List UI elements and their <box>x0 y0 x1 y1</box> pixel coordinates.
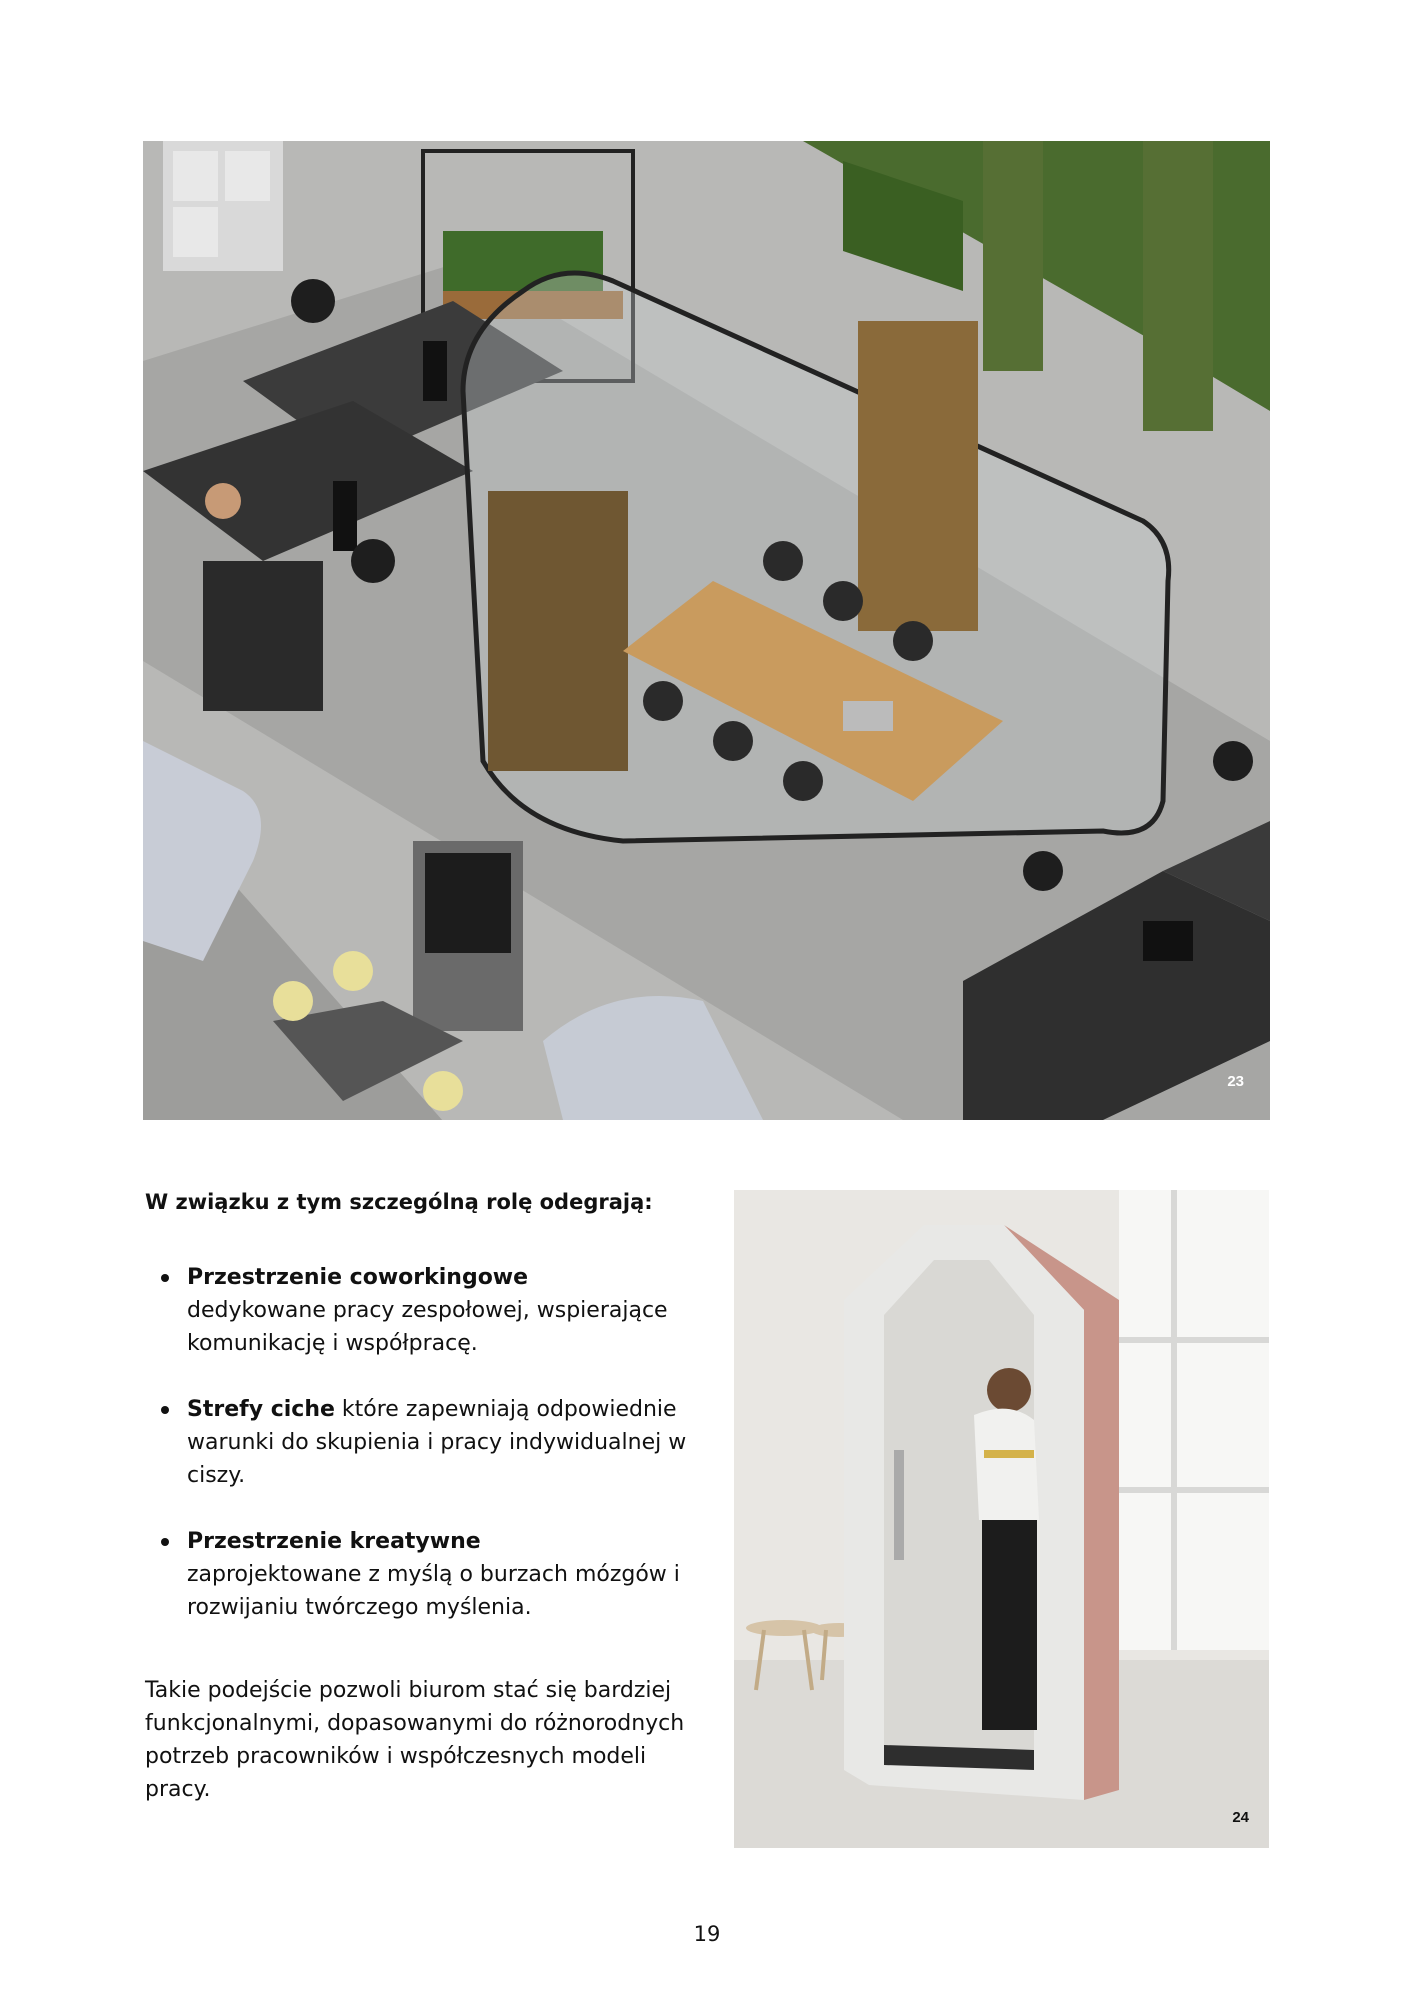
page-number: 19 <box>693 1922 721 1946</box>
text-block <box>145 1187 705 1806</box>
list-item <box>145 1393 705 1492</box>
item-title: Przestrzenie coworkingowe <box>187 1265 529 1290</box>
office-isometric-image <box>143 141 1270 1120</box>
phone-booth-image <box>734 1190 1269 1848</box>
item-description: które zapewniają odpowiednie warunki do skupienia i pracy indywidualnej w ciszy. <box>187 1397 687 1488</box>
item-title: Przestrzenie kreatywne <box>187 1529 481 1554</box>
figure-number: 24 <box>1232 1809 1249 1826</box>
features-list <box>145 1261 705 1624</box>
intro-heading: W związku z tym szczególną rolę odegrają: <box>145 1190 653 1214</box>
list-item <box>145 1261 705 1360</box>
item-description: zaprojektowane z myślą o burzach mózgów i rozwijaniu twórczego myślenia. <box>187 1562 680 1620</box>
item-description: dedykowane pracy zespołowej, wspierające komunikację i współpracę. <box>187 1298 668 1356</box>
figure-number: 23 <box>1227 1073 1244 1090</box>
item-title: Strefy ciche <box>187 1397 335 1422</box>
summary-paragraph: Takie podejście pozwoli biurom stać się bardziej funkcjonalnymi, dopasowanymi do różnorodnych potrzeb pracowników i współczesnych modeli pracy. <box>145 1678 685 1802</box>
list-item <box>145 1525 705 1624</box>
